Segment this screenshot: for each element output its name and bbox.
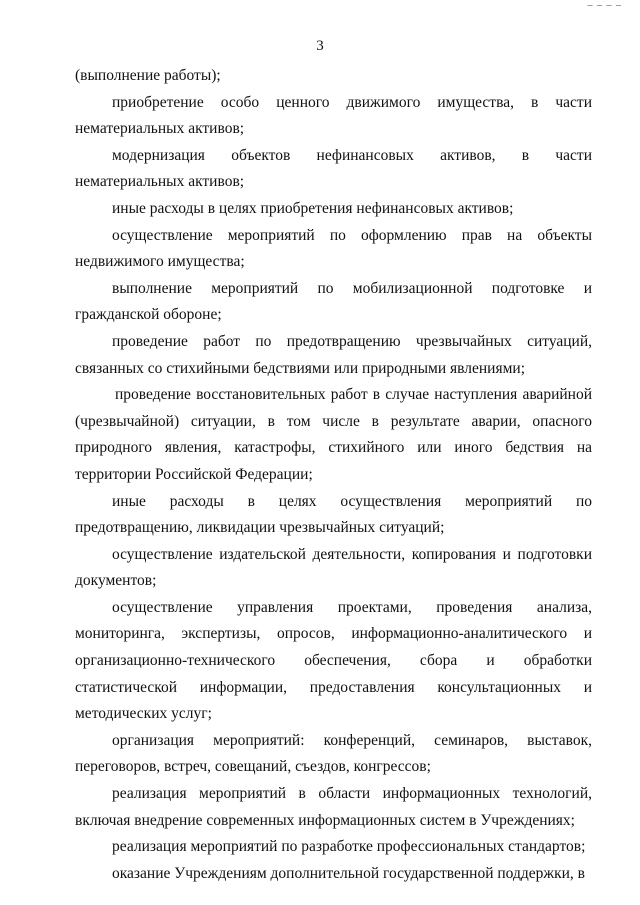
paragraph: выполнение мероприятий по мобилизационной подготовке и гражданской обороне; — [75, 279, 592, 324]
corner-scan-mark: ‒ ‒ ‒ ‒ — [587, 0, 622, 11]
paragraph: оказание Учреждениям дополнительной государственной поддержки, в — [112, 864, 585, 882]
paragraph: проведение восстановительных работ в случае наступления аварийной (чрезвычайной) ситуации, в том числе в результате аварии, опасного природного явления, катастрофы, стихийного или иного бедствия на территории Российской Федерации; — [75, 386, 592, 483]
paragraph: иные расходы в целях осуществления мероприятий по предотвращению, ликвидации чрезвычайных ситуаций; — [75, 492, 592, 537]
paragraph: (выполнение работы); — [75, 67, 221, 84]
document-body — [75, 63, 592, 887]
paragraph: приобретение особо ценного движимого имущества, в части нематериальных активов; — [75, 93, 592, 138]
paragraph: модернизация объектов нефинансовых активов, в части нематериальных активов; — [75, 146, 592, 191]
paragraph: иные расходы в целях приобретения нефинансовых активов; — [112, 199, 514, 217]
paragraph: осуществление издательской деятельности, копирования и подготовки документов; — [75, 545, 592, 590]
paragraph: реализация мероприятий по разработке профессиональных стандартов; — [112, 838, 586, 856]
paragraph: осуществление мероприятий по оформлению прав на объекты недвижимого имущества; — [75, 226, 592, 271]
paragraph: осуществление управления проектами, проведения анализа, мониторинга, экспертизы, опросов, информационно-аналитического и организационно-технического обеспечения, сбора и обработки статистической информации, предоставления консультационных и методических услуг; — [75, 598, 592, 723]
paragraph: реализация мероприятий в области информационных технологий, включая внедрение современных информационных систем в Учреждениях; — [75, 785, 592, 829]
paragraph: организация мероприятий: конференций, семинаров, выставок, переговоров, встреч, совещаний, съездов, конгрессов; — [75, 731, 592, 776]
paragraph: проведение работ по предотвращению чрезвычайных ситуаций, связанных со стихийными бедствиями или природными явлениями; — [75, 332, 592, 377]
page-number: 3 — [316, 38, 324, 54]
